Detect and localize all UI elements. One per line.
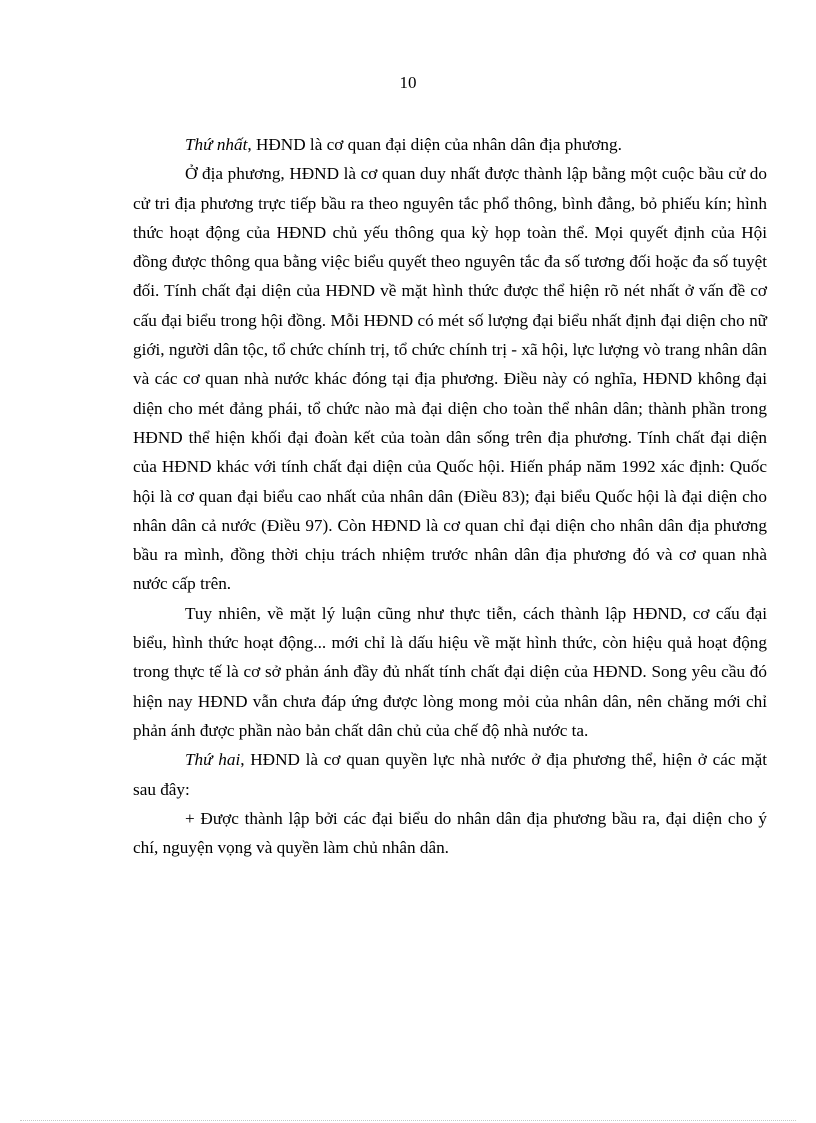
paragraph-lead-italic: Thứ hai bbox=[185, 750, 241, 770]
paragraph-representation bbox=[133, 159, 767, 598]
paragraph-bullet-established bbox=[133, 804, 767, 863]
paragraph-text: , HĐND là cơ quan đại diện của nhân dân địa phương. bbox=[247, 135, 622, 154]
paragraph-however bbox=[133, 599, 767, 745]
paragraph-text: , HĐND là cơ quan quyền lực nhà nước ở địa phương thể, hiện ở các mặt sau đây: bbox=[133, 750, 767, 799]
document-body bbox=[133, 130, 767, 862]
paragraph-thu-hai bbox=[133, 745, 767, 804]
paragraph-thu-nhat bbox=[133, 130, 767, 159]
page-bottom-divider bbox=[20, 1120, 796, 1121]
page-number: 10 bbox=[399, 73, 417, 92]
paragraph-text: + Được thành lập bởi các đại biểu do nhân dân địa phương bầu ra, đại diện cho ý chí, nguyện vọng và quyền làm chủ nhân dân. bbox=[133, 808, 767, 858]
paragraph-text: Ở địa phương, HĐND là cơ quan duy nhất được thành lập bằng một cuộc bầu cử do cử tri địa phương trực tiếp bầu ra theo nguyên tắc phổ thông, bình đẳng, bỏ phiếu kín; hình thức hoạt động của HĐND chủ yếu thông qua kỳ họp toàn thể. Mọi quyết định của Hội đồng được thông qua bằng việc biểu quyết theo nguyên tắc đa số tương đối hoặc đa số tuyệt đối. Tính chất đại diện của HĐND về mặt hình thức được thể hiện rõ nét nhất ở vấn đề cơ cấu đại biểu trong hội đồng. Mỗi HĐND có mét số lượng đại biểu nhất định đại diện cho nữ giới, người dân tộc, tổ chức chính trị, tổ chức chính trị - xã hội, lực lượng vò trang nhân dân và các cơ quan nhà nước khác đóng tại địa phương. Điều này có nghĩa, HĐND không đại diện cho mét đảng phái, tổ chức nào mà đại diện cho toàn thể nhân dân; thành phần trong HĐND thể hiện khối đại đoàn kết của toàn dân sống trên địa phương. Tính chất đại diện của HĐND khác với tính chất đại diện của Quốc hội. Hiến pháp năm 1992 xác định: Quốc hội là cơ quan đại biểu cao nhất của nhân dân (Điều 83); đại biểu Quốc hội là đại diện cho nhân dân cả nước (Điều 97). Còn HĐND là cơ quan chỉ đại diện cho nhân dân địa phương bầu ra mình, đồng thời chịu trách nhiệm trước nhân dân địa phương đó và cơ quan nhà nước cấp trên. bbox=[133, 164, 767, 594]
paragraph-text: Tuy nhiên, về mặt lý luận cũng như thực tiễn, cách thành lập HĐND, cơ cấu đại biểu, hình thức hoạt động... mới chỉ là dấu hiệu về mặt hình thức, còn hiệu quả hoạt động trong thực tế là cơ sở phản ánh đầy đủ nhất tính chất đại diện của HĐND. Song yêu cầu đó hiện nay HĐND vẫn chưa đáp ứng được lòng mong mỏi của nhân dân, nên chăng mới chỉ phản ánh được phần nào bản chất dân chủ của chế độ nhà nước ta. bbox=[133, 603, 767, 740]
paragraph-lead-italic: Thứ nhất bbox=[185, 135, 248, 154]
